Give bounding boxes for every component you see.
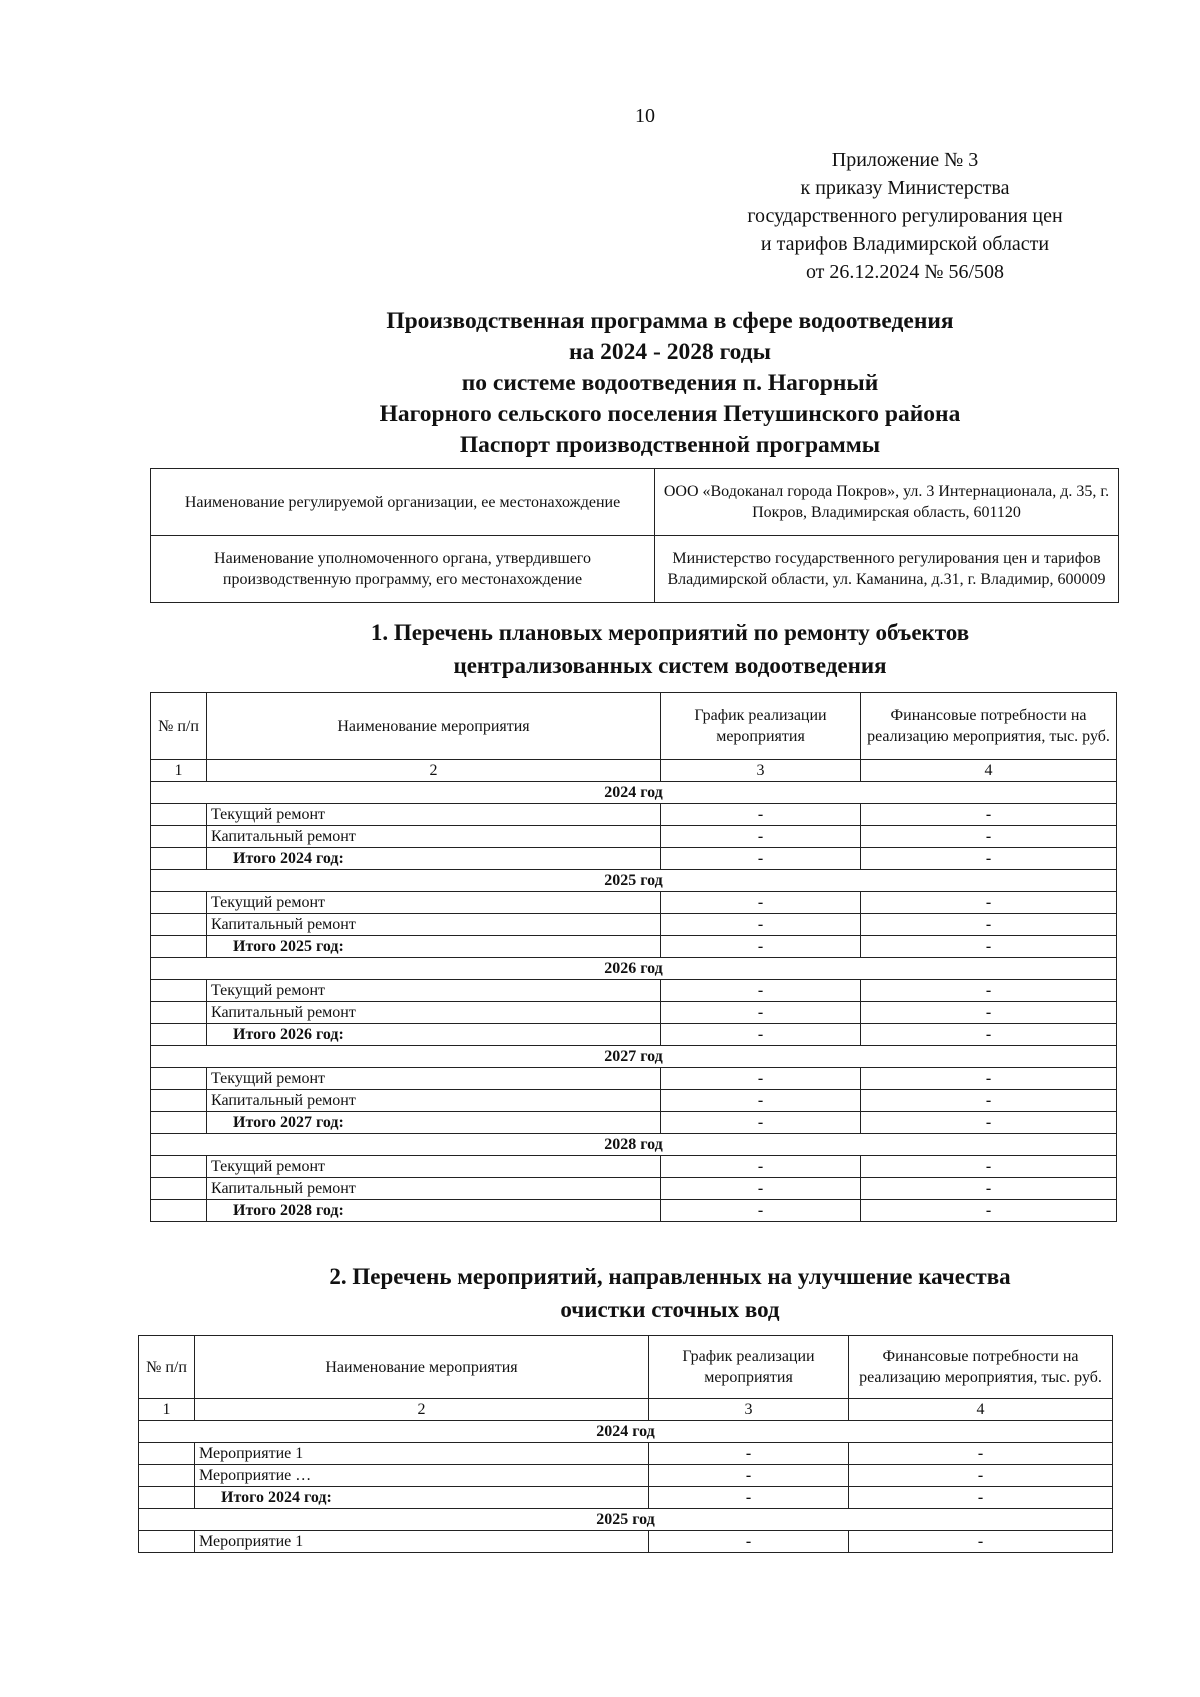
year-row xyxy=(151,1046,1117,1068)
event-name: Текущий ремонт xyxy=(207,1068,661,1090)
row-index xyxy=(151,1068,207,1090)
row-index xyxy=(151,1002,207,1024)
row-index xyxy=(151,936,207,958)
event-name: Мероприятие … xyxy=(195,1465,649,1487)
repair-events-table xyxy=(150,692,1117,1222)
column-header: График реализации мероприятия xyxy=(661,693,861,760)
appendix-line: государственного регулирования цен xyxy=(747,205,1063,227)
table-row xyxy=(151,1068,1117,1090)
year-label: 2028 год xyxy=(151,1134,1117,1156)
event-name: Текущий ремонт xyxy=(207,1156,661,1178)
column-number: 3 xyxy=(649,1399,849,1421)
total-label: Итого 2024 год: xyxy=(195,1487,649,1509)
finance-cell: - xyxy=(861,1090,1117,1112)
row-index xyxy=(151,826,207,848)
year-row xyxy=(139,1509,1113,1531)
year-row xyxy=(151,1134,1117,1156)
event-name: Капитальный ремонт xyxy=(207,826,661,848)
title-line: по системе водоотведения п. Нагорный xyxy=(461,370,879,396)
schedule-cell: - xyxy=(661,848,861,870)
schedule-cell: - xyxy=(661,1090,861,1112)
passport-label: Наименование уполномоченного органа, утвердившего производственную программу, его местонахождение xyxy=(151,536,655,603)
column-number: 4 xyxy=(849,1399,1113,1421)
finance-cell: - xyxy=(861,848,1117,870)
total-label: Итого 2028 год: xyxy=(207,1200,661,1222)
passport-row xyxy=(151,469,1119,536)
schedule-cell: - xyxy=(661,1068,861,1090)
table-row xyxy=(151,1002,1117,1024)
passport-value: ООО «Водоканал города Покров», ул. 3 Интернационала, д. 35, г. Покров, Владимирская область, 601120 xyxy=(655,469,1119,536)
row-index xyxy=(151,848,207,870)
event-name: Капитальный ремонт xyxy=(207,1090,661,1112)
table-row xyxy=(139,1443,1113,1465)
table-row xyxy=(151,804,1117,826)
total-row xyxy=(151,848,1117,870)
row-index xyxy=(151,804,207,826)
row-index xyxy=(139,1443,195,1465)
year-label: 2025 год xyxy=(139,1509,1113,1531)
year-row xyxy=(151,782,1117,804)
schedule-cell: - xyxy=(661,826,861,848)
column-header: Финансовые потребности на реализацию мероприятия, тыс. руб. xyxy=(849,1336,1113,1399)
quality-events-table xyxy=(138,1335,1113,1553)
table-row xyxy=(151,980,1117,1002)
finance-cell: - xyxy=(861,1178,1117,1200)
total-label: Итого 2024 год: xyxy=(207,848,661,870)
total-row xyxy=(139,1487,1113,1509)
section2-title xyxy=(150,1260,1190,1326)
event-name: Текущий ремонт xyxy=(207,980,661,1002)
year-label: 2024 год xyxy=(151,782,1117,804)
event-name: Капитальный ремонт xyxy=(207,1002,661,1024)
event-name: Капитальный ремонт xyxy=(207,914,661,936)
column-number: 4 xyxy=(861,760,1117,782)
finance-cell: - xyxy=(861,980,1117,1002)
column-header: № п/п xyxy=(151,693,207,760)
table-header-row xyxy=(151,693,1117,760)
section-title-line: 1. Перечень плановых мероприятий по ремонту объектов xyxy=(370,620,970,645)
row-index xyxy=(151,892,207,914)
finance-cell: - xyxy=(861,1200,1117,1222)
total-row xyxy=(151,1024,1117,1046)
finance-cell: - xyxy=(849,1487,1113,1509)
event-name: Текущий ремонт xyxy=(207,892,661,914)
table-row xyxy=(151,892,1117,914)
table-row xyxy=(139,1531,1113,1553)
finance-cell: - xyxy=(861,1068,1117,1090)
finance-cell: - xyxy=(849,1531,1113,1553)
row-index xyxy=(151,1024,207,1046)
schedule-cell: - xyxy=(661,1200,861,1222)
finance-cell: - xyxy=(861,914,1117,936)
document-title xyxy=(150,306,1190,461)
passport-table xyxy=(150,468,1119,603)
section1-title xyxy=(150,616,1190,682)
finance-cell: - xyxy=(861,1112,1117,1134)
event-name: Мероприятие 1 xyxy=(195,1443,649,1465)
total-label: Итого 2027 год: xyxy=(207,1112,661,1134)
table-row xyxy=(151,1090,1117,1112)
title-line: Паспорт производственной программы xyxy=(459,432,881,458)
row-index xyxy=(151,1178,207,1200)
finance-cell: - xyxy=(861,804,1117,826)
column-number: 3 xyxy=(661,760,861,782)
row-index xyxy=(139,1465,195,1487)
event-name: Капитальный ремонт xyxy=(207,1178,661,1200)
page-number: 10 xyxy=(635,105,655,127)
year-row xyxy=(139,1421,1113,1443)
section-title-line: 2. Перечень мероприятий, направленных на улучшение качества xyxy=(329,1264,1011,1289)
column-number: 1 xyxy=(151,760,207,782)
schedule-cell: - xyxy=(661,1156,861,1178)
schedule-cell: - xyxy=(661,892,861,914)
event-name: Текущий ремонт xyxy=(207,804,661,826)
finance-cell: - xyxy=(861,892,1117,914)
year-label: 2025 год xyxy=(151,870,1117,892)
schedule-cell: - xyxy=(661,980,861,1002)
table-row xyxy=(139,1465,1113,1487)
title-line: Производственная программа в сфере водоотведения xyxy=(386,308,954,334)
schedule-cell: - xyxy=(661,804,861,826)
schedule-cell: - xyxy=(661,1178,861,1200)
year-label: 2024 год xyxy=(139,1421,1113,1443)
table-row xyxy=(151,826,1117,848)
schedule-cell: - xyxy=(661,1024,861,1046)
total-row xyxy=(151,936,1117,958)
passport-value: Министерство государственного регулирования цен и тарифов Владимирской области, ул. Каманина, д.31, г. Владимир, 600009 xyxy=(655,536,1119,603)
finance-cell: - xyxy=(849,1465,1113,1487)
column-header: График реализации мероприятия xyxy=(649,1336,849,1399)
section-title-line: очистки сточных вод xyxy=(560,1297,780,1322)
event-name: Мероприятие 1 xyxy=(195,1531,649,1553)
table-row xyxy=(151,914,1117,936)
appendix-line: Приложение № 3 xyxy=(831,149,979,171)
column-header: Наименование мероприятия xyxy=(207,693,661,760)
schedule-cell: - xyxy=(661,1002,861,1024)
finance-cell: - xyxy=(861,1024,1117,1046)
finance-cell: - xyxy=(861,826,1117,848)
year-row xyxy=(151,958,1117,980)
appendix-line: от 26.12.2024 № 56/508 xyxy=(805,261,1005,283)
appendix-line: к приказу Министерства xyxy=(800,177,1010,199)
table-row xyxy=(151,1156,1117,1178)
finance-cell: - xyxy=(849,1443,1113,1465)
row-index xyxy=(151,1112,207,1134)
column-header: № п/п xyxy=(139,1336,195,1399)
year-row xyxy=(151,870,1117,892)
column-header: Финансовые потребности на реализацию мероприятия, тыс. руб. xyxy=(861,693,1117,760)
column-number-row xyxy=(151,760,1117,782)
row-index xyxy=(151,1090,207,1112)
total-label: Итого 2025 год: xyxy=(207,936,661,958)
row-index xyxy=(139,1531,195,1553)
table-row xyxy=(151,1178,1117,1200)
row-index xyxy=(151,980,207,1002)
row-index xyxy=(151,914,207,936)
row-index xyxy=(139,1487,195,1509)
total-row xyxy=(151,1112,1117,1134)
total-row xyxy=(151,1200,1117,1222)
schedule-cell: - xyxy=(649,1443,849,1465)
title-line: на 2024 - 2028 годы xyxy=(568,339,771,365)
row-index xyxy=(151,1156,207,1178)
schedule-cell: - xyxy=(661,914,861,936)
total-label: Итого 2026 год: xyxy=(207,1024,661,1046)
schedule-cell: - xyxy=(649,1465,849,1487)
appendix-line: и тарифов Владимирской области xyxy=(760,233,1050,255)
year-label: 2027 год xyxy=(151,1046,1117,1068)
table-header-row xyxy=(139,1336,1113,1399)
column-number: 2 xyxy=(207,760,661,782)
column-number-row xyxy=(139,1399,1113,1421)
schedule-cell: - xyxy=(661,1112,861,1134)
row-index xyxy=(151,1200,207,1222)
schedule-cell: - xyxy=(649,1487,849,1509)
column-header: Наименование мероприятия xyxy=(195,1336,649,1399)
passport-row xyxy=(151,536,1119,603)
year-label: 2026 год xyxy=(151,958,1117,980)
title-line: Нагорного сельского поселения Петушинского района xyxy=(379,401,961,427)
schedule-cell: - xyxy=(649,1531,849,1553)
finance-cell: - xyxy=(861,1002,1117,1024)
section-title-line: централизованных систем водоотведения xyxy=(453,653,887,678)
column-number: 1 xyxy=(139,1399,195,1421)
passport-label: Наименование регулируемой организации, ее местонахождение xyxy=(151,469,655,536)
column-number: 2 xyxy=(195,1399,649,1421)
finance-cell: - xyxy=(861,936,1117,958)
appendix-block xyxy=(720,146,1090,286)
schedule-cell: - xyxy=(661,936,861,958)
finance-cell: - xyxy=(861,1156,1117,1178)
